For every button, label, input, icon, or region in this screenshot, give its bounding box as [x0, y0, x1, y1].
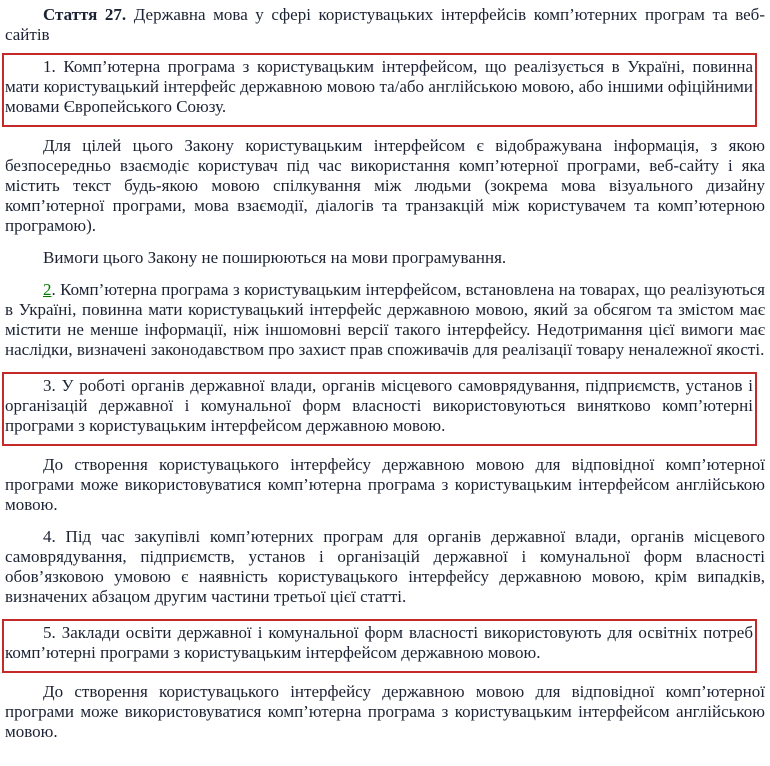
- highlight-box-part-3: [2, 372, 757, 446]
- part-4-paragraph: 4. Під час закупівлі комп’ютерних програм для органів державної влади, органів місцевого самоврядування, підприємств, установ і організацій державної і комунальної форм власності обов’язковою умовою є наявність користувацького інтерфейсу державною мовою, крім випадків, визначених абзацом другим частини третьої цієї статті.: [5, 527, 765, 606]
- highlight-box-part-1: [2, 53, 757, 127]
- article-number: Стаття 27.: [43, 5, 127, 24]
- article-title-text: Державна мова у сфері користувацьких інтерфейсів комп’ютерних програм та веб-сайтів: [5, 5, 765, 44]
- part-1-paragraph: 1. Комп’ютерна програма з користувацьким інтерфейсом, що реалізується в Україні, повинна мати користувацький інтерфейс державною мовою та/або англійською мовою, або іншими офіційними мовами Європейського Союзу.: [5, 57, 753, 116]
- part-2-paragraph: [5, 280, 765, 360]
- english-interface-note-1: До створення користувацького інтерфейсу державною мовою для відповідної комп’ютерної програми може використовуватися комп’ютерна програма з користувацьким інтерфейсом англійською мовою.: [5, 455, 765, 514]
- article-title: [5, 5, 765, 45]
- part-2-paragraph-text: . Комп’ютерна програма з користувацьким інтерфейсом, встановлена на товарах, що реалізуються в Україні, повинна мати користувацький інтерфейс державною мовою, який за обсягом та змістом має містити не менше інформації, ніж іншомовні версії такого інтерфейсу. Недотримання цієї вимоги має наслідки, визначені законодавством про захист прав споживачів для реалізації товару неналежної якості.: [5, 280, 765, 359]
- interface-definition-paragraph: Для цілей цього Закону користувацьким інтерфейсом є відображувана інформація, з якою безпосередньо взаємодіє користувач під час використання комп’ютерної програми, веб-сайту і яка містить текст будь-якою мовою спілкування між людьми (зокрема мова візуального дизайну комп’ютерної програми, мова взаємодії, діалогів та транзакцій між користувачем та комп’ютерною програмою).: [5, 136, 765, 235]
- programming-languages-note: Вимоги цього Закону не поширюються на мови програмування.: [43, 248, 507, 267]
- highlight-box-part-5: [2, 619, 757, 673]
- part-5-paragraph: 5. Заклади освіти державної і комунальної форм власності використовують для освітніх потреб комп’ютерні програми з користувацьким інтерфейсом державною мовою.: [5, 623, 753, 662]
- part-3-paragraph: 3. У роботі органів державної влади, органів місцевого самоврядування, підприємств, установ і організацій державної і комунальної форм власності використовуються винятково комп’ютерні програми з користувацьким інтерфейсом державною мовою.: [5, 376, 753, 435]
- part-2-link[interactable]: 2: [43, 280, 52, 299]
- english-interface-note-2: До створення користувацького інтерфейсу державною мовою для відповідної комп’ютерної програми може використовуватися комп’ютерна програма з користувацьким інтерфейсом англійською мовою.: [5, 682, 765, 741]
